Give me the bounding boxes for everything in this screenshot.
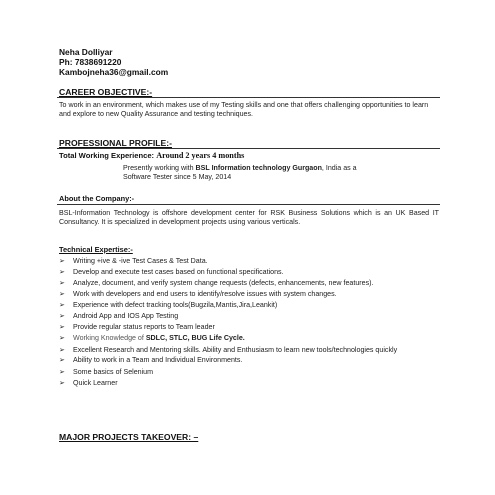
- arrow-bullet-icon: ➢: [59, 258, 65, 265]
- list-item: ➢ Provide regular status reports to Team leader: [59, 322, 439, 333]
- candidate-name: Neha Dolliyar: [59, 47, 113, 57]
- list-item: ➢ Some basics of Selenium: [59, 367, 439, 378]
- arrow-bullet-icon: ➢: [59, 324, 65, 332]
- arrow-bullet-icon: ➢: [59, 379, 65, 387]
- arrow-bullet-icon: ➢: [59, 335, 65, 343]
- list-item: ➢ Excellent Research and Mentoring skills. Ability and Enthusiasm to learn new tools/technologies quickly: [59, 345, 439, 356]
- section-divider: [57, 97, 440, 98]
- arrow-bullet-icon: ➢: [59, 302, 65, 310]
- list-item: ➢ Work with developers and end users to identify/resolve issues with system changes.: [59, 289, 439, 300]
- current-suffix: , India as a: [321, 164, 357, 172]
- arrow-bullet-icon: ➢: [59, 357, 65, 365]
- working-knowledge-bold: SDLC, STLC, BUG Life Cycle.: [145, 334, 245, 343]
- experience-label: Total Working Experience:: [59, 151, 155, 160]
- arrow-bullet-icon: ➢: [59, 280, 65, 288]
- arrow-bullet-icon: ➢: [59, 346, 65, 354]
- candidate-phone: Ph: 7838691220: [59, 57, 122, 67]
- total-experience: [59, 151, 244, 161]
- current-employment-line1: [123, 164, 357, 173]
- about-company-text: BSL-Information Technology is offshore development center for RSK Business Solutions which is an UK Based IT Consultancy. It is specialized in development projects using various verticals.: [59, 209, 439, 227]
- section-divider: [57, 204, 440, 205]
- list-item: ➢ Develop and execute test cases based on functional specifications.: [59, 267, 439, 278]
- candidate-email: Kambojneha36@gmail.com: [59, 67, 169, 77]
- arrow-bullet-icon: ➢: [59, 291, 65, 299]
- current-employment-line2: Software Tester since 5 May, 2014: [123, 173, 232, 181]
- career-objective-heading: CAREER OBJECTIVE:-: [59, 87, 153, 97]
- experience-value: Around 2 years 4 months: [156, 151, 245, 160]
- list-item: ➢ Quick Learner: [59, 378, 439, 389]
- list-item: ➢ Analyze, document, and verify system change requests (defects, enhancements, new features).: [59, 278, 439, 289]
- current-prefix: Presently working with: [123, 164, 196, 172]
- list-item: ➢ Writing +ive & -ive Test Cases & Test Data.: [59, 256, 439, 267]
- technical-expertise-list: [59, 256, 439, 389]
- about-company-heading: About the Company:-: [59, 194, 135, 203]
- major-projects-heading: MAJOR PROJECTS TAKEOVER: –: [59, 432, 199, 442]
- career-objective-text: To work in an environment, which makes use of my Testing skills and one that offers challenging opportunities to learn and explore to new Quality Assurance and testing techniques.: [59, 101, 429, 119]
- list-item: ➢ Android App and IOS App Testing: [59, 311, 439, 322]
- arrow-bullet-icon: ➢: [59, 313, 65, 321]
- section-divider: [57, 148, 440, 149]
- arrow-bullet-icon: ➢: [59, 368, 65, 376]
- list-item: ➢ Experience with defect tracking tools(Bugzila,Mantis,Jira,Leankit): [59, 300, 439, 311]
- arrow-bullet-icon: ➢: [59, 269, 65, 277]
- current-company: BSL Information technology Gurgaon: [195, 164, 322, 172]
- technical-expertise-heading: Technical Expertise:-: [59, 245, 133, 254]
- list-item: ➢ Ability to work in a Team and Individual Environments.: [59, 355, 439, 366]
- list-item: [59, 333, 439, 344]
- professional-profile-heading: PROFESSIONAL PROFILE:-: [59, 138, 172, 148]
- working-knowledge-text: Working Knowledge of: [73, 334, 146, 343]
